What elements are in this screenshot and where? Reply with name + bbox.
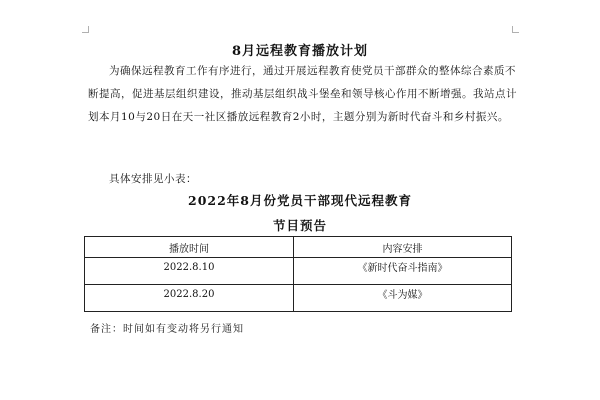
footnote: 备注：时间如有变动将另行通知 xyxy=(90,324,244,335)
page-margin-mark xyxy=(82,26,89,33)
intro-paragraph: 为确保远程教育工作有序进行，通过开展远程教育使党员干部群众的整体综合素质不断提高，促进基层组织建设，推动基层组织战斗堡垒和领导核心作用不断增强。我站点计划本月10与20日在天一社区播放远程教育2小时，主题分别为新时代奋斗和乡村振兴。 xyxy=(88,65,517,123)
page-margin-mark xyxy=(512,26,519,33)
table-subtitle: 节目预告 xyxy=(272,218,327,233)
header-content: 内容安排 xyxy=(294,237,512,258)
cell-play-time: 2022.8.20 xyxy=(85,285,294,312)
table-header-row xyxy=(85,237,512,258)
schedule-table xyxy=(84,236,512,312)
header-play-time: 播放时间 xyxy=(85,237,294,258)
table-title: 2022年8月份党员干部现代远程教育 xyxy=(188,193,412,208)
document-title: 8月远程教育播放计划 xyxy=(231,44,369,59)
cell-content: 《新时代奋斗指南》 xyxy=(294,258,512,285)
cell-content: 《斗为媒》 xyxy=(294,285,512,312)
table-row xyxy=(85,285,512,312)
cell-play-time: 2022.8.10 xyxy=(85,258,294,285)
arrangement-paragraph: 具体安排见小表： xyxy=(109,173,197,185)
table-row xyxy=(85,258,512,285)
